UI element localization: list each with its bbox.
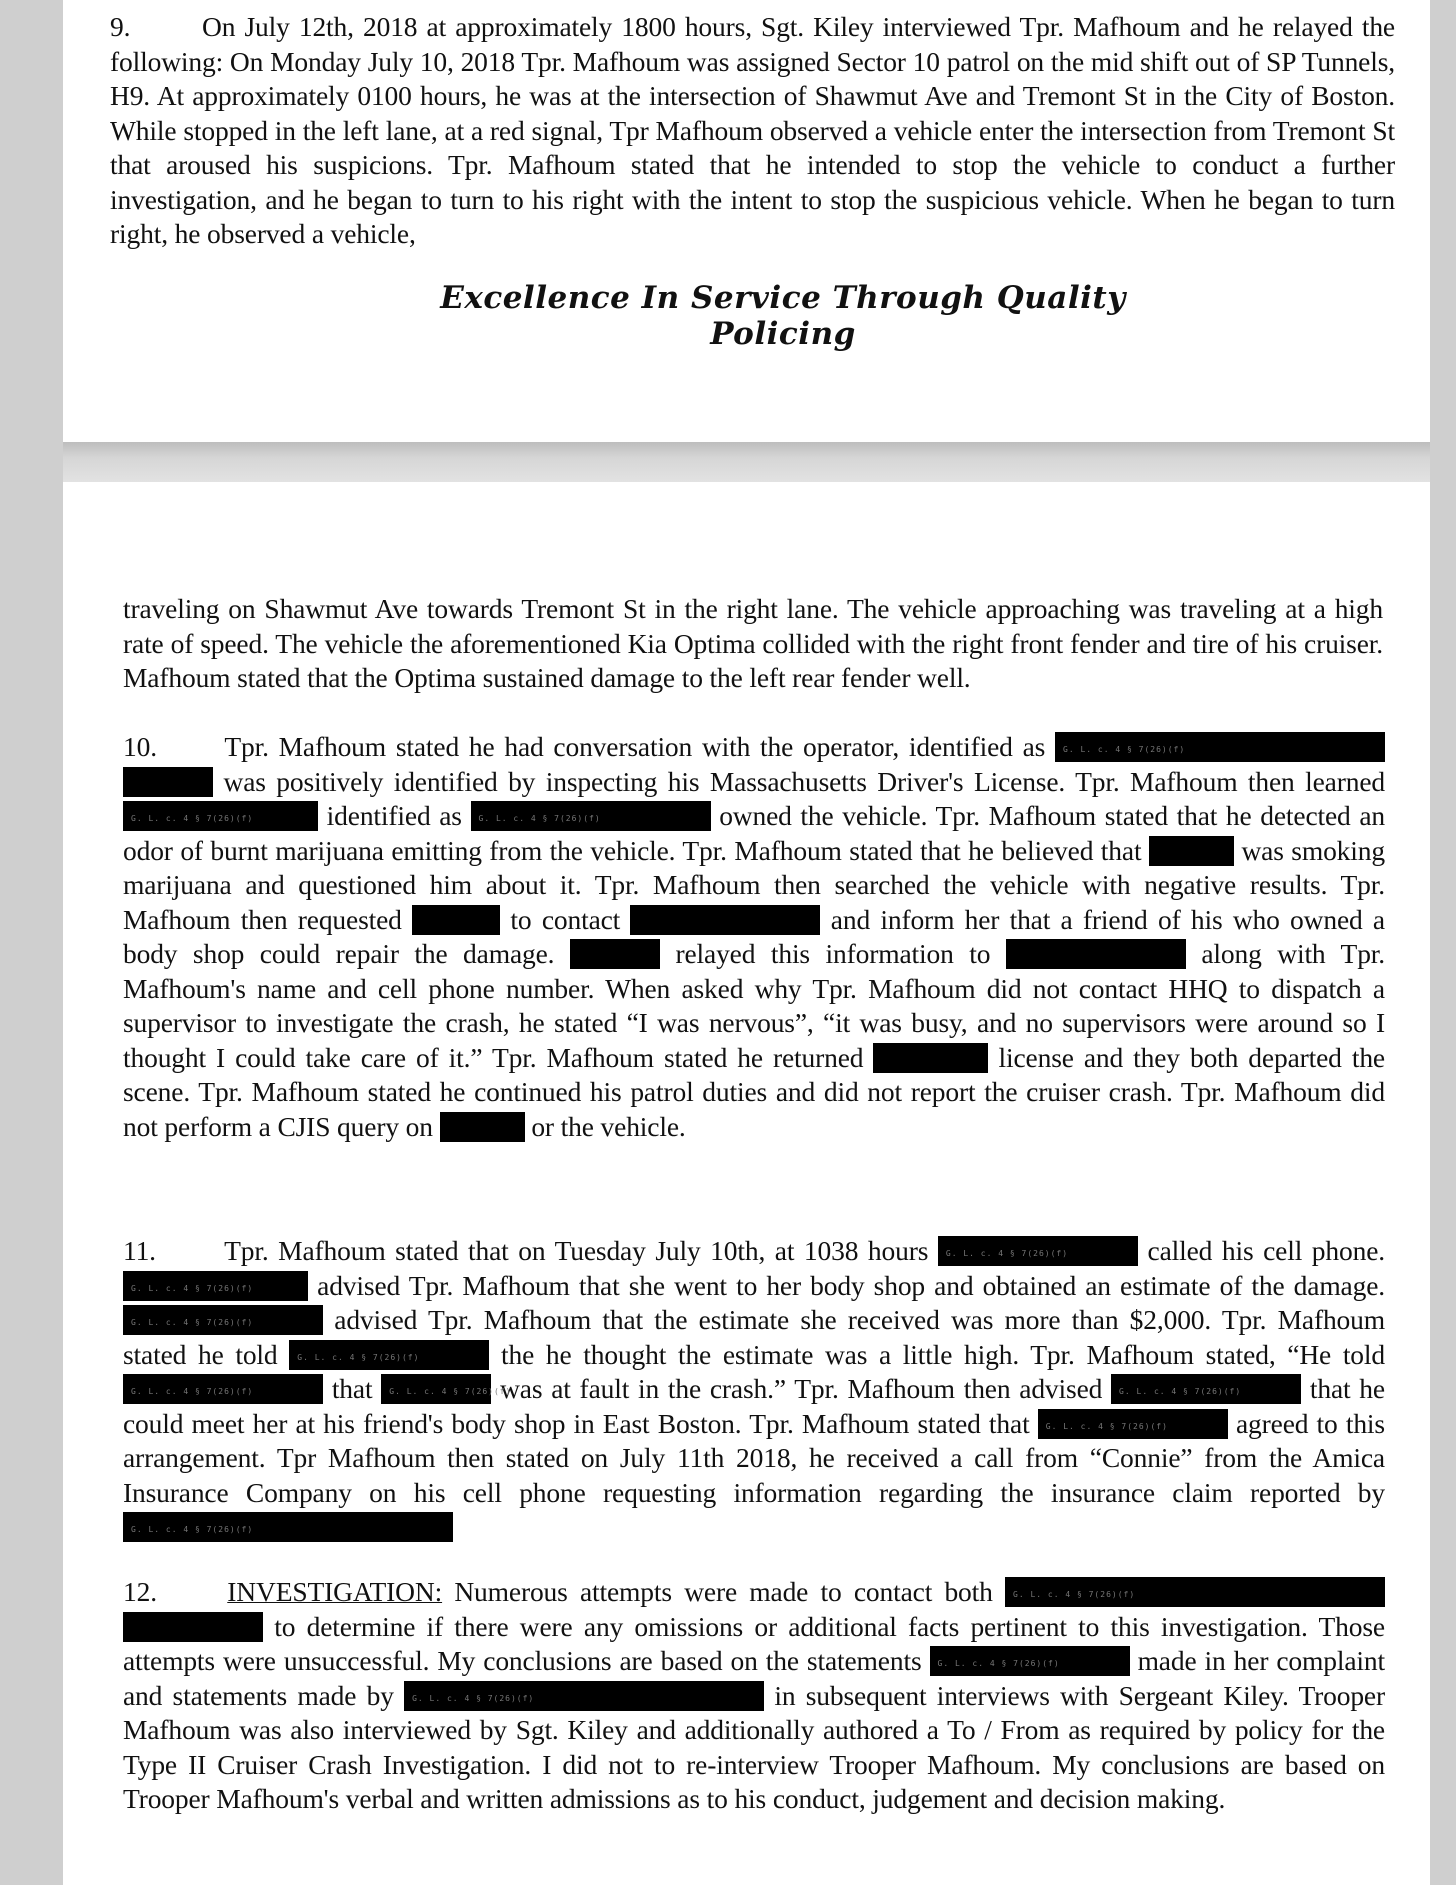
text-segment: that [331, 1373, 373, 1404]
text-segment: identified as [326, 800, 462, 831]
text-segment: the he thought the estimate was a little high. Tpr. Mafhoum stated, “He told [501, 1338, 1386, 1370]
text-segment: to determine if there were any omissions or additional facts pertinent to this investigation. Those attempts were unsuccessful. My conclusions are based on the statements [123, 1610, 1385, 1676]
paragraph-10 [123, 730, 1385, 1144]
text-segment: and inform her that a friend of his who owned a body shop could repair the damage. [123, 903, 1385, 969]
text-segment: agreed to this arrangement. Tpr Mafhoum then stated on July 11th 2018, he received a call from “Connie” from the Amica Insurance Company on his cell phone requesting information regarding the insurance claim reported by [123, 1407, 1385, 1508]
text-segment: Tpr. Mafhoum stated that on Tuesday July 10th, at 1038 hours [224, 1235, 929, 1266]
redaction-bar [1005, 1577, 1385, 1607]
text-segment: owned the vehicle. Tpr. Mafhoum stated that he detected an odor of burnt marijuana emitting from the vehicle. Tpr. Mafhoum stated that he believed that [123, 800, 1385, 866]
text-segment: called his cell phone. [1147, 1235, 1385, 1266]
text-segment: Numerous attempts were made to contact both [454, 1576, 993, 1607]
page-separator [63, 442, 1430, 482]
redaction-bar [289, 1340, 489, 1370]
redaction-bar [123, 801, 318, 831]
text-segment: was at fault in the crash.” Tpr. Mafhoum then advised [500, 1373, 1103, 1404]
redaction-bar [381, 1374, 491, 1404]
text-segment: license and they both departed the scene. Tpr. Mafhoum stated he continued his patrol duties and did not report the cruiser crash. Tpr. Mafhoum did not perform a CJIS query on [123, 1041, 1385, 1142]
paragraph-number: 11. [123, 1235, 156, 1266]
text-segment: made in her complaint and statements made by [123, 1645, 1385, 1711]
redaction-bar [938, 1236, 1138, 1266]
redaction-bar [1006, 939, 1186, 969]
document-page-2 [63, 482, 1430, 1885]
text-segment: in subsequent interviews with Sergeant Kiley. Trooper Mafhoum was also interviewed by Sgt. Kiley and additionally authored a To / From as required by policy for the Type II Cruiser Crash Investigation. I did not to re-interview Trooper Mafhoum. My conclusions are based on Trooper Mafhoum's verbal and written admissions as to his conduct, judgement and decision making. [123, 1679, 1385, 1814]
redaction-bar [471, 801, 711, 831]
redaction-bar [123, 1512, 453, 1542]
text-segment: along with Tpr. Mafhoum's name and cell phone number. When asked why Tpr. Mafhoum did not contact HHQ to dispatch a supervisor to investigate the crash, he stated “I was nervous”, “it was busy, and no supervisors were around so I thought I could take care of it.” Tpr. Mafhoum stated he returned [123, 938, 1386, 1073]
redaction-bar [1038, 1409, 1228, 1439]
redaction-bar [630, 905, 820, 935]
paragraph-number: 10. [123, 731, 157, 762]
paragraph-12 [123, 1575, 1385, 1817]
paragraph-number: 12. [123, 1576, 157, 1607]
redaction-bar [570, 939, 660, 969]
redaction-bar [123, 1612, 263, 1642]
text-segment: was smoking marijuana and questioned him about it. Tpr. Mafhoum then searched the vehicle with negative results. Tpr. Mafhoum then requested [123, 834, 1385, 935]
text-segment: Tpr. Mafhoum stated he had conversation with the operator, identified as [224, 731, 1046, 762]
redaction-bar [123, 1305, 323, 1335]
document-page-1 [63, 0, 1430, 442]
text-segment: or the vehicle. [531, 1110, 686, 1142]
redaction-bar [873, 1043, 988, 1073]
text-segment: that he could meet her at his friend's body shop in East Boston. Tpr. Mafhoum stated that [123, 1373, 1385, 1439]
paragraph-11 [123, 1234, 1385, 1545]
paragraph-9-continued: traveling on Shawmut Ave towards Tremont St in the right lane. The vehicle approaching was traveling at a high rate of speed. The vehicle the aforementioned Kia Optima collided with the right front fender and tire of his cruiser. Mafhoum stated that the Optima sustained damage to the left rear fender well. [123, 593, 1383, 693]
redaction-bar [404, 1681, 764, 1711]
agency-motto: Excellence In Service Through Quality Policing [440, 280, 1126, 352]
text-segment: advised Tpr. Mafhoum that the estimate she received was more than $2,000. Tpr. Mafhoum stated he told [123, 1304, 1385, 1370]
paragraph-9 [110, 10, 1395, 252]
redaction-bar [412, 905, 500, 935]
redaction-bar [123, 767, 213, 797]
paragraph-number: 9. [110, 11, 131, 42]
redaction-bar [1111, 1374, 1301, 1404]
section-heading: INVESTIGATION: [227, 1576, 443, 1607]
text-segment: advised Tpr. Mafhoum that she went to her body shop and obtained an estimate of the damage. [317, 1269, 1385, 1301]
paragraph-text: On July 12th, 2018 at approximately 1800 hours, Sgt. Kiley interviewed Tpr. Mafhoum and he relayed the following: On Monday July 10, 2018 Tpr. Mafhoum was assigned Sector 10 patrol on the mid shift out of SP Tunnels, H9. At approximately 0100 hours, he was at the intersection of Shawmut Ave and Tremont St in the City of Boston. While stopped in the left lane, at a red signal, Tpr Mafhoum observed a vehicle enter the intersection from Tremont St that aroused his suspicions. Tpr. Mafhoum stated that he intended to stop the vehicle to conduct a further investigation, and he began to turn to his right with the intent to stop the suspicious vehicle. When he began to turn right, he observed a vehicle, [110, 11, 1395, 249]
redaction-bar [440, 1112, 525, 1142]
redaction-bar [123, 1271, 308, 1301]
text-segment: to contact [510, 903, 621, 935]
redaction-bar [1149, 836, 1234, 866]
text-segment: relayed this information to [675, 938, 991, 969]
redaction-bar [930, 1646, 1130, 1676]
redaction-bar [123, 1374, 323, 1404]
text-segment: was positively identified by inspecting his Massachusetts Driver's License. Tpr. Mafhoum then learned [223, 765, 1385, 797]
redaction-bar [1055, 732, 1385, 762]
